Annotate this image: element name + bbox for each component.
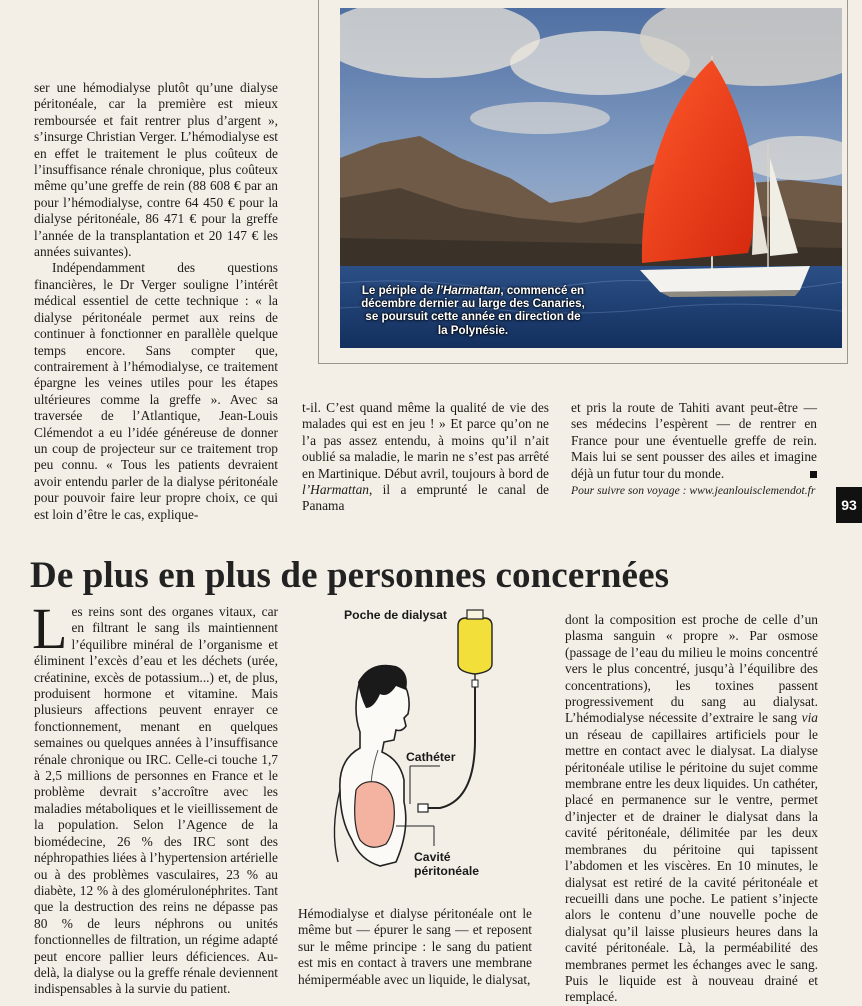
- paragraph-text: es reins sont des organes vitaux, car en filtrant le sang ils maintiennent l’équilibre minéral de l’organisme et éliminent l’excès d’eau et les déchets (urée, créatinine, excès de potassium...) et, de plus, produisent hormone et vitamine. Mais plusieurs affections peuvent enrayer ce fonctionnement, menant en quelques semaines ou quelques années à l’insuffisance rénale chronique ou IRC. Celle-ci touche 1,7 à 2,5 millions de personnes en France et le problème devrait s’accroître avec les maladies métaboliques et le vieillissement de la population. Selon l’Agence de la biomédecine, 26 % des IRC sont des néphropathies liées à l’hypertension artérielle ou à des problèmes vasculaires, 23 % au diabète, 12 % à des glomérulonéphrites. Tant que la destruction des reins ne dépasse pas 80 % de leurs néphrons ou unités fonctionnelles de filtration, un régime adapté peut encore pallier leurs déficiences. Au-delà, la dialyse ou la greffe rénale deviennent indispensables à la survie du patient.: [34, 604, 278, 997]
- section-title: De plus en plus de personnes concernées: [30, 555, 670, 596]
- paragraph: [302, 400, 549, 515]
- caption-boat-name: l’Harmattan: [436, 284, 501, 297]
- page-number: 93: [836, 487, 862, 523]
- boat-name: l’Harmattan: [302, 482, 369, 498]
- paragraph-text-end: un réseau de capillaires artificiels pour le mettre en contact avec le dialysat. La dialyse péritonéale utilise le péritoine du sujet comme membrane entre les deux liquides. Un cathéter, placé en permanence sur le ventre, permet d’injecter et de drainer le dialysat dans la cavité péritonéale, délimitée par les deux membranes du péritoine qui tapissent l’abdomen et les viscères. En 10 minutes, le dialysat est retiré de la cavité péritonéale et recueilli dans une poche. Le patient s’injecte alors le contenu d’une nouvelle poche de dialysat qu’il laisse plusieurs heures dans la cavité péritonéale. Là, la perméabilité des membranes permet les échanges avec le sang. Puis le liquide est à nouveau drainé et remplacé.: [565, 726, 818, 1005]
- paragraph-text: et pris la route de Tahiti avant peut-être — ses médecins l’espèrent — de rentrer en France pour une éventuelle greffe de rein. Mais lui se sent pousser des ailes et imagine déjà un futur tour du monde.: [571, 400, 817, 481]
- end-of-article-square-icon: [810, 471, 817, 478]
- peritoneal-cavity-shape: [355, 782, 395, 848]
- article-column-bottom-3: [565, 612, 818, 1006]
- paragraph-text-end: , il a emprunté le canal de Panama: [302, 482, 549, 514]
- caption-text: Le périple de: [361, 284, 437, 297]
- label-line-1: Cavité: [414, 850, 451, 864]
- paragraph-text: t-il. C’est quand même la qualité de vie des malades qui est en jeu ! » Et parce qu’on ne l’a pas assez entendu, à moins qu’il n’ait oublié sa maladie, le marin ne s’est pas arrêté en Martinique. Début avril, toujours à bord de: [302, 400, 549, 481]
- paragraph: [32, 596, 278, 998]
- italic-word: via: [801, 710, 818, 726]
- drop-cap: L: [32, 596, 68, 661]
- label-catheter: Cathéter: [406, 750, 456, 764]
- article-column-top-3: [571, 400, 817, 498]
- paragraph: [571, 400, 817, 482]
- label-line-2: péritonéale: [414, 864, 480, 878]
- label-dialysate-bag: Poche de dialysat: [344, 608, 447, 622]
- caption-text-end: , commencé en décembre dernier au large des Canaries, se poursuit cette année en direction de la Polynésie.: [361, 284, 585, 337]
- article-column-bottom-2: [298, 906, 532, 988]
- photo-caption: [360, 284, 586, 337]
- dialysate-bag-icon: [458, 618, 492, 674]
- article-column-top-2: [302, 400, 549, 515]
- patient-silhouette: [334, 665, 409, 866]
- paragraph: [565, 612, 818, 1006]
- paragraph: ser une hémodialyse plutôt qu’une dialyse péritonéale, car la première est mieux remboursée et fait rentrer plus d’argent », s’insurge Christian Verger. L’hémodialyse est en effet le traitement le plus coûteux de l’insuffisance rénale chronique, plus coûteux même qu’une greffe de rein (88 608 € par an pour l’hémodialyse, contre 64 450 € pour la dialyse péritonéale, 86 471 € pour la greffe l’année de la transplantation et 20 147 € les années suivantes).: [34, 80, 278, 260]
- tube: [428, 687, 475, 808]
- label-peritoneal-cavity: [414, 850, 479, 878]
- paragraph: Indépendamment des questions financières, le Dr Verger souligne l’intérêt médical essentiel de cette technique : « la dialyse péritonéale permet aux reins de continuer à fonctionner en parallèle quelque temps encore. Sans compter que, contrairement à l’hémodialyse, ce traitement épargne les veines utiles pour les étapes ultérieures comme la greffe ». Avec sa traversée de l’Atlantique, Jean-Louis Clémendot a eu l’idée généreuse de donner un coup de projecteur sur ce traitement trop peu connu. « Tous les patients devraient avoir entendu parler de la dialyse péritonéale pour pouvoir faire leur propre choix, ce qui est loin d’être le cas, explique-: [34, 260, 278, 522]
- paragraph-text: dont la composition est proche de celle d’un plasma sanguin « propre ». Par osmose (passage de l’eau du milieu le moins concentré vers le plus concentré, jusqu’à l’équilibre des concentrations), les toxines passent progressivement du sang au dialysat. L’hémodialyse nécessite d’extraire le sang: [565, 612, 818, 726]
- source-link[interactable]: Pour suivre son voyage : www.jeanlouisclemendot.fr: [571, 484, 816, 498]
- paragraph: Hémodialyse et dialyse péritonéale ont le même but — épurer le sang — et reposent sur le même principe : le sang du patient est mis en contact à travers une membrane hémiperméable avec un liquide, le dialysat,: [298, 906, 532, 987]
- article-column-top-1: [34, 80, 278, 523]
- article-column-bottom-1: [32, 596, 278, 998]
